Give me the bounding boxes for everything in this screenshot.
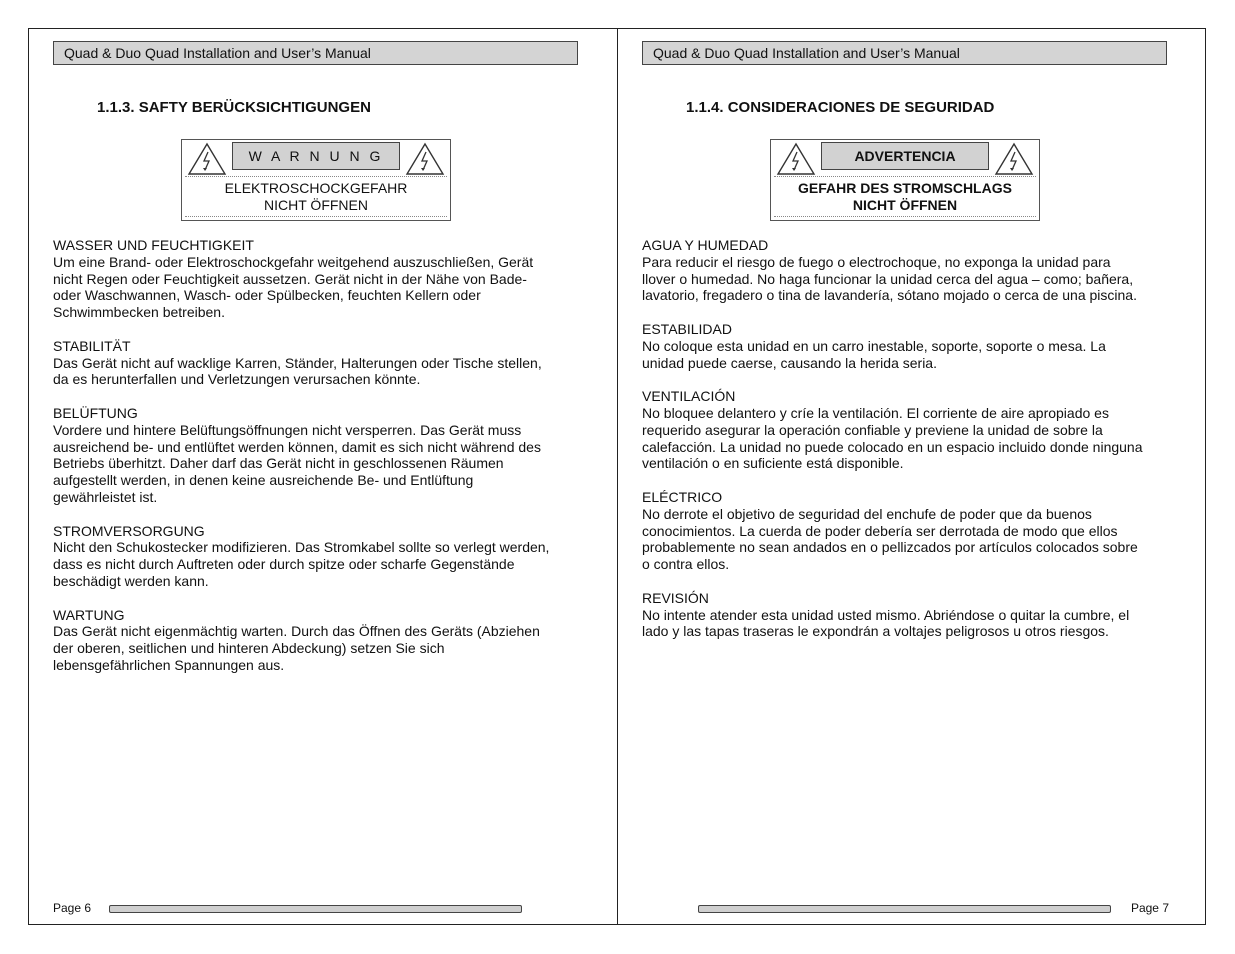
safety-section-title: ESTABILIDAD bbox=[642, 320, 732, 337]
safety-section-text: No bloquee delantero y críe la ventilación. El corriente de aire apropiado es requerido asegurar la operación confiable y previene la unidad de sobre la calefacción. La unidad no puede colocado en un espacio incluido donde ninguna ventilación o en suficiente está disponible. bbox=[642, 404, 1143, 472]
safety-section bbox=[53, 405, 580, 506]
safety-section bbox=[53, 607, 580, 674]
footer-bar bbox=[109, 905, 522, 913]
warning-text bbox=[771, 180, 1039, 214]
warning-label: ADVERTENCIA bbox=[821, 142, 989, 170]
page-footer bbox=[53, 899, 580, 915]
warning-text-line-2: NICHT ÖFFNEN bbox=[852, 197, 958, 213]
safety-section-text: Vordere und hintere Belüftungsöffnungen nicht versperren. Das Gerät muss ausreichend be- und entlüftet werden können, damit es sich nicht während des Betriebs überhitzt. Daher darf das Gerät nicht in geschlossenen Räumen aufgestellt werden, in denen keine ausreichende Be- und Entlüftung gewährleistet ist. bbox=[53, 421, 541, 505]
safety-section-text: Das Gerät nicht auf wacklige Karren, Ständer, Halterungen oder Tische stellen, da es herunterfallen und Verletzungen verursachen könnte. bbox=[53, 354, 542, 388]
page-right bbox=[642, 29, 1169, 924]
safety-section-title: WASSER UND FEUCHTIGKEIT bbox=[53, 237, 254, 253]
safety-section bbox=[53, 338, 580, 388]
electric-hazard-icon bbox=[187, 142, 227, 176]
page-header: Quad & Duo Quad Installation and User’s Manual bbox=[642, 41, 1167, 65]
warning-text bbox=[182, 180, 450, 214]
safety-section-text: Das Gerät nicht eigenmächtig warten. Durch das Öffnen des Geräts (Abziehen der oberen, seitlichen und hinteren Abdeckung) setzen Sie sich lebensgefährlichen Spannungen aus. bbox=[53, 623, 540, 673]
safety-section bbox=[642, 321, 1169, 371]
warning-box bbox=[181, 139, 451, 221]
safety-section-title: WARTUNG bbox=[53, 606, 125, 623]
safety-section-title: AGUA Y HUMEDAD bbox=[642, 237, 769, 253]
electric-hazard-icon bbox=[994, 142, 1034, 176]
safety-section bbox=[53, 237, 580, 321]
safety-section-title: ELÉCTRICO bbox=[642, 488, 723, 505]
footer-bar bbox=[698, 905, 1111, 913]
page-body bbox=[642, 237, 1169, 657]
safety-section-title: STABILITÄT bbox=[53, 337, 131, 354]
page-body bbox=[53, 237, 580, 691]
safety-section bbox=[53, 523, 580, 590]
safety-section-text: No derrote el objetivo de seguridad del enchufe de poder que da buenos conocimientos. La cuerda de poder debería ser derrotada de modo que ellos probablemente no sean andados en o pellizcados por artículos colocados sobre o contra ellos. bbox=[642, 505, 1138, 573]
page-number: Page 7 bbox=[1130, 901, 1169, 915]
safety-section-text: Um eine Brand- oder Elektroschockgefahr weitgehend auszuschließen, Gerät nicht Regen oder Feuchtigkeit aussetzen. Gerät nicht in der Nähe von Bade- oder Waschwannen, Wasch- oder Spülbecken, feuchten Kellern oder Schwimmbecken betreiben. bbox=[53, 253, 534, 321]
manual-spread bbox=[28, 28, 1206, 925]
page-left bbox=[53, 29, 580, 924]
warning-box bbox=[770, 139, 1040, 221]
safety-section-text: No intente atender esta unidad usted mismo. Abriéndose o quitar la cumbre, el lado y las tapas traseras le expondrán a voltajes peligrosos u otros riesgos. bbox=[642, 606, 1130, 640]
electric-hazard-icon bbox=[405, 142, 445, 176]
page-footer bbox=[642, 899, 1169, 915]
safety-section-text: Nicht den Schukostecker modifizieren. Das Stromkabel sollte so verlegt werden, dass es nicht durch Auftreten oder durch spitze oder scharfe Gegenstände beschädigt werden kann. bbox=[53, 539, 550, 589]
warning-label: W A R N U N G bbox=[232, 142, 400, 170]
section-title: 1.1.3. SAFTY BERÜCKSICHTIGUNGEN bbox=[97, 99, 371, 116]
page-header: Quad & Duo Quad Installation and User’s Manual bbox=[53, 41, 578, 65]
warning-text-line-1: GEFAHR DES STROMSCHLAGS bbox=[798, 180, 1012, 196]
safety-section bbox=[642, 237, 1169, 304]
page-number: Page 6 bbox=[53, 901, 92, 915]
section-title: 1.1.4. CONSIDERACIONES DE SEGURIDAD bbox=[686, 99, 995, 116]
safety-section-title: REVISIÓN bbox=[642, 589, 709, 606]
electric-hazard-icon bbox=[776, 142, 816, 176]
safety-section bbox=[642, 590, 1169, 640]
safety-section-title: BELÜFTUNG bbox=[53, 404, 138, 421]
safety-section-text: Para reducir el riesgo de fuego o electrochoque, no exponga la unidad para llover o humedad. No haga funcionar la unidad cerca del agua – como; bañera, lavatorio, fregadero o tina de lavandería, sótano mojado o cerca de una piscina. bbox=[642, 253, 1137, 304]
safety-section bbox=[642, 388, 1169, 472]
page-divider bbox=[617, 29, 618, 924]
safety-section-title: STROMVERSORGUNG bbox=[53, 522, 205, 539]
warning-text-line-2: NICHT ÖFFNEN bbox=[264, 197, 368, 213]
safety-section-text: No coloque esta unidad en un carro inestable, soporte, soporte o mesa. La unidad puede caerse, causando la herida seria. bbox=[642, 337, 1106, 371]
safety-section bbox=[642, 489, 1169, 573]
warning-text-line-1: ELEKTROSCHOCKGEFAHR bbox=[224, 180, 408, 196]
safety-section-title: VENTILACIÓN bbox=[642, 388, 736, 405]
